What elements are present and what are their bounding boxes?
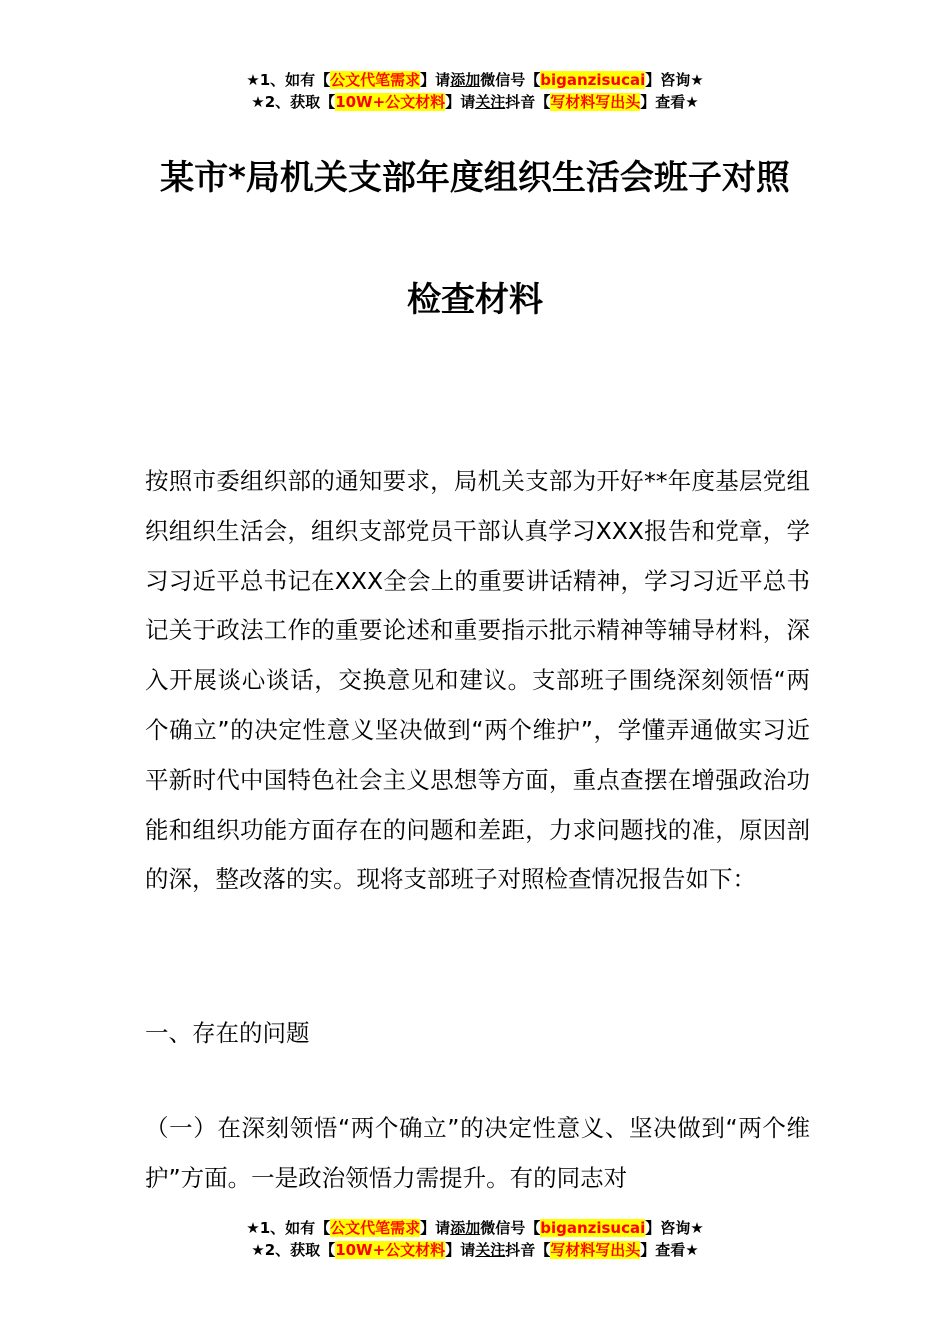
header-banner [0, 69, 950, 113]
banner-underlined-text: 添加 [450, 71, 481, 89]
douyin-highlight: 写材料写出头 [550, 1241, 641, 1259]
intro-paragraph: 按照市委组织部的通知要求，局机关支部为开好**年度基层党组织组织生活会，组织支部党员干部认真学习XXX报告和党章，学习习近平总书记在XXX全会上的重要讲话精神，学习习近平总书记关于政法工作的重要论述和重要指示批示精神等辅导材料，深入开展谈心谈话，交换意见和建议。支部班子围绕深刻领悟“两个确立”的决定性意义坚决做到“两个维护”，学懂弄通做实习近平新时代中国特色社会主义思想等方面，重点查摆在增强政治功能和组织功能方面存在的问题和差距，力求问题找的准，原因剖的深，整改落的实。现将支部班子对照检查情况报告如下： [145, 467, 810, 894]
banner-text: 】咨询★ [645, 1219, 704, 1237]
banner-text: 微信号【 [480, 1219, 541, 1237]
banner-underlined-text: 添加 [450, 1219, 481, 1237]
banner-line-2 [0, 1239, 950, 1261]
douyin-highlight: 写材料写出头 [550, 93, 641, 111]
banner-text: 】咨询★ [645, 71, 704, 89]
banner-text: 】请 [445, 1241, 476, 1259]
banner-text: ★1、如有【 [246, 71, 331, 89]
wechat-id-highlight: biganzisucai [540, 71, 646, 89]
wechat-id-highlight: biganzisucai [540, 1219, 646, 1237]
banner-highlight: 10W+公文材料 [335, 1241, 446, 1259]
banner-highlight: 公文代笔需求 [330, 1219, 421, 1237]
banner-underlined-text: 关注 [475, 93, 506, 111]
subsection-paragraph: （一）在深刻领悟“两个确立”的决定性意义、坚决做到“两个维护”方面。一是政治领悟力需提升。有的同志对 [145, 1114, 810, 1192]
banner-line-1 [0, 1217, 950, 1239]
banner-text: 抖音【 [505, 93, 551, 111]
banner-text: 微信号【 [480, 71, 541, 89]
banner-text: 】请 [420, 71, 451, 89]
banner-text: 】查看★ [640, 93, 699, 111]
banner-line-1 [0, 69, 950, 91]
banner-text: ★1、如有【 [246, 1219, 331, 1237]
banner-text: 抖音【 [505, 1241, 551, 1259]
banner-text: 】请 [420, 1219, 451, 1237]
footer-banner [0, 1217, 950, 1261]
banner-line-2 [0, 91, 950, 113]
section-heading-1: 一、存在的问题 [145, 1019, 310, 1047]
banner-text: ★2、获取【 [251, 1241, 336, 1259]
banner-text: 】请 [445, 93, 476, 111]
banner-highlight: 公文代笔需求 [330, 71, 421, 89]
banner-highlight: 10W+公文材料 [335, 93, 446, 111]
banner-underlined-text: 关注 [475, 1241, 506, 1259]
banner-text: 】查看★ [640, 1241, 699, 1259]
doc-title-line-1: 某市*局机关支部年度组织生活会班子对照 [160, 158, 790, 198]
banner-text: ★2、获取【 [251, 93, 336, 111]
doc-title-line-2: 检查材料 [407, 280, 543, 320]
